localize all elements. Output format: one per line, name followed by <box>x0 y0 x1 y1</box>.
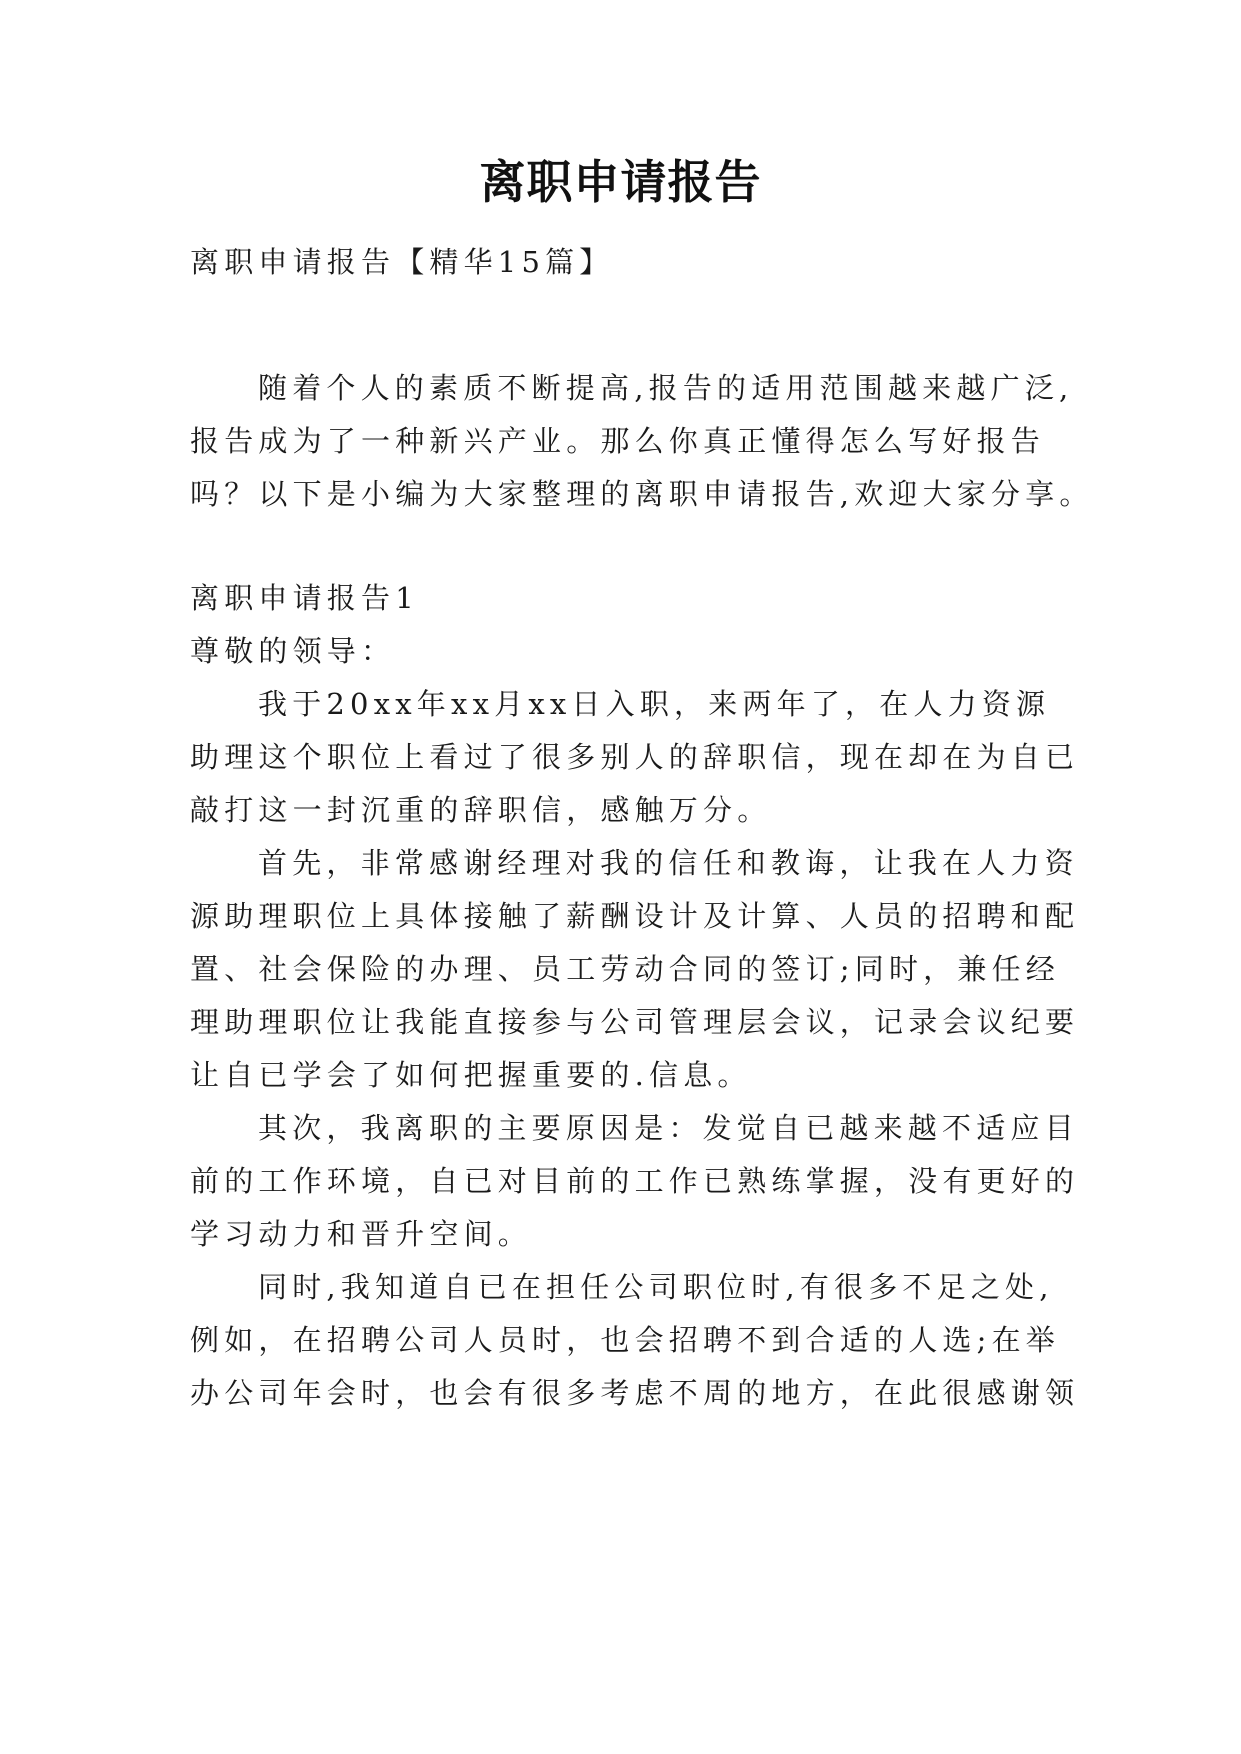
section-heading: 离职申请报告1 <box>190 581 419 615</box>
body-line-4: 首先，非常感谢经理对我的信任和教诲，让我在人力资 <box>258 846 1079 880</box>
intro-line-1: 随着个人的素质不断提高,报告的适用范围越来越广泛, <box>258 371 1074 405</box>
body-line-12: 同时,我知道自已在担任公司职位时,有很多不足之处, <box>258 1270 1054 1304</box>
intro-line-3: 吗？以下是小编为大家整理的离职申请报告,欢迎大家分享。 <box>190 477 1094 511</box>
body-line-3: 敲打这一封沉重的辞职信，感触万分。 <box>190 793 772 827</box>
body-line-14: 办公司年会时，也会有很多考虑不周的地方，在此很感谢领 <box>190 1376 1080 1410</box>
document-title: 离职申请报告 <box>479 155 762 209</box>
body-line-10: 前的工作环境，自已对目前的工作已熟练掌握，没有更好的 <box>190 1164 1080 1198</box>
document-subtitle: 离职申请报告【精华15篇】 <box>190 245 614 279</box>
intro-line-2: 报告成为了一种新兴产业。那么你真正懂得怎么写好报告 <box>190 424 1046 458</box>
body-line-9: 其次，我离职的主要原因是：发觉自已越来越不适应目 <box>258 1111 1079 1145</box>
salutation: 尊敬的领导： <box>190 634 396 668</box>
body-line-8: 让自已学会了如何把握重要的.信息。 <box>190 1058 752 1092</box>
body-line-13: 例如，在招聘公司人员时，也会招聘不到合适的人选;在举 <box>190 1323 1060 1357</box>
body-line-6: 置、社会保险的办理、员工劳动合同的签订;同时，兼任经 <box>190 952 1060 986</box>
body-line-2: 助理这个职位上看过了很多别人的辞职信，现在却在为自已 <box>190 740 1080 774</box>
body-line-7: 理助理职位让我能直接参与公司管理层会议，记录会议纪要 <box>190 1005 1080 1039</box>
body-line-1: 我于20xx年xx月xx日入职，来两年了，在人力资源 <box>258 687 1051 721</box>
body-line-11: 学习动力和晋升空间。 <box>190 1217 533 1251</box>
body-line-5: 源助理职位上具体接触了薪酬设计及计算、人员的招聘和配 <box>190 899 1080 933</box>
